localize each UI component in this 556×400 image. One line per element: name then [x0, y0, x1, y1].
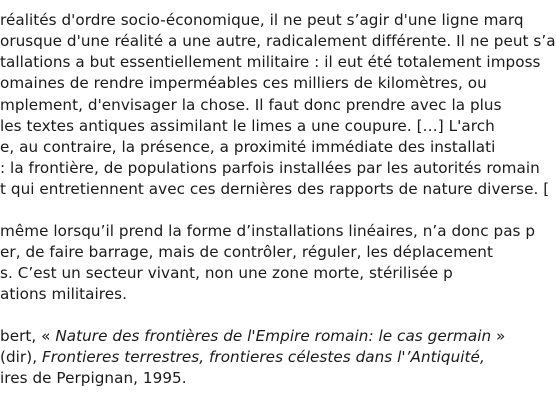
- citation-author: bert, «: [0, 327, 56, 345]
- citation-book-title: Frontieres terrestres, frontieres célestes dans l'’Antiquité,: [41, 348, 485, 366]
- quote-line: mplement, d'envisager la chose. Il faut donc prendre avec la plus: [0, 96, 502, 114]
- citation-closing-quote: »: [491, 327, 506, 345]
- quote-line: : la frontière, de populations parfois installées par les autorités romain: [0, 159, 540, 177]
- quote-line: orusque d'une réalité a une autre, radicalement différente. Il ne peut s’a: [0, 32, 556, 50]
- citation-line-2: [0, 347, 485, 367]
- quote-line: même lorsqu’il prend la forme d’installations linéaires, n’a donc pas p: [0, 222, 536, 240]
- quote-line: er, de faire barrage, mais de contrôler, réguler, les déplacement: [0, 243, 493, 261]
- citation-editor: (dir),: [0, 348, 42, 366]
- citation-line-1: [0, 326, 505, 346]
- citation-line-3: ires de Perpignan, 1995.: [0, 369, 187, 387]
- quote-line: réalités d'ordre socio-économique, il ne peut s’agir d'une ligne marq: [0, 11, 524, 29]
- quote-line: les textes antiques assimilant le limes a une coupure. […] L'arch: [0, 117, 495, 135]
- citation-article-title: Nature des frontières de l'Empire romain: le cas germain: [55, 327, 492, 345]
- quote-line: ations militaires.: [0, 285, 127, 303]
- quote-line: tallations a but essentiellement militaire : il eut été totalement imposs: [0, 53, 541, 71]
- quote-line: omaines de rendre imperméables ces milliers de kilomètres, ou: [0, 74, 487, 92]
- quote-line: t qui entretiennent avec ces dernières des rapports de nature diverse. [: [0, 180, 550, 198]
- quote-line: s. C’est un secteur vivant, non une zone morte, stérilisée p: [0, 264, 453, 282]
- quote-line: e, au contraire, la présence, a proximité immédiate des installati: [0, 138, 496, 156]
